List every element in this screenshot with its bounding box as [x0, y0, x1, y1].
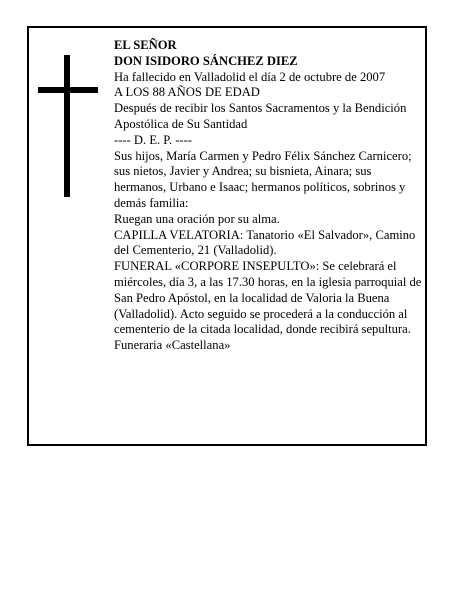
- cross-horizontal-bar: [38, 87, 98, 93]
- death-date-line: Ha fallecido en Valladolid el día 2 de octubre de 2007: [114, 69, 386, 84]
- prayer-line: Ruegan una oración por su alma.: [114, 211, 280, 226]
- cross-icon: [38, 55, 98, 197]
- deceased-name: DON ISIDORO SÁNCHEZ DIEZ: [114, 53, 298, 68]
- family-line: Sus hijos, María Carmen y Pedro Félix Sánchez Carnicero; sus nietos, Javier y Andrea; su bisnieta, Ainara; sus hermanos, Urbano e Isaac; hermanos políticos, sobrinos y demás familia:: [114, 148, 412, 210]
- funeral-home-line: Funeraria «Castellana»: [114, 338, 231, 353]
- obituary-text: [114, 38, 424, 354]
- cross-vertical-bar: [64, 55, 70, 197]
- age-line: A LOS 88 AÑOS DE EDAD: [114, 85, 260, 100]
- wake-chapel-line: CAPILLA VELATORIA: Tanatorio «El Salvador», Camino del Cementerio, 21 (Valladolid).: [114, 227, 416, 258]
- rip-line: ---- D. E. P. ----: [114, 132, 192, 147]
- sacraments-line: Después de recibir los Santos Sacramentos y la Bendición Apostólica de Su Santidad: [114, 101, 407, 131]
- funeral-line: FUNERAL «CORPORE INSEPULTO»: Se celebrará el miércoles, día 3, a las 17.30 horas, en la iglesia parroquial de San Pedro Apóstol, en la localidad de Valoria la Buena (Valladolid). Acto seguido se procederá a la conducción al cementerio de la citada localidad, donde recibirá sepultura.: [114, 259, 422, 337]
- deceased-title: EL SEÑOR: [114, 38, 177, 52]
